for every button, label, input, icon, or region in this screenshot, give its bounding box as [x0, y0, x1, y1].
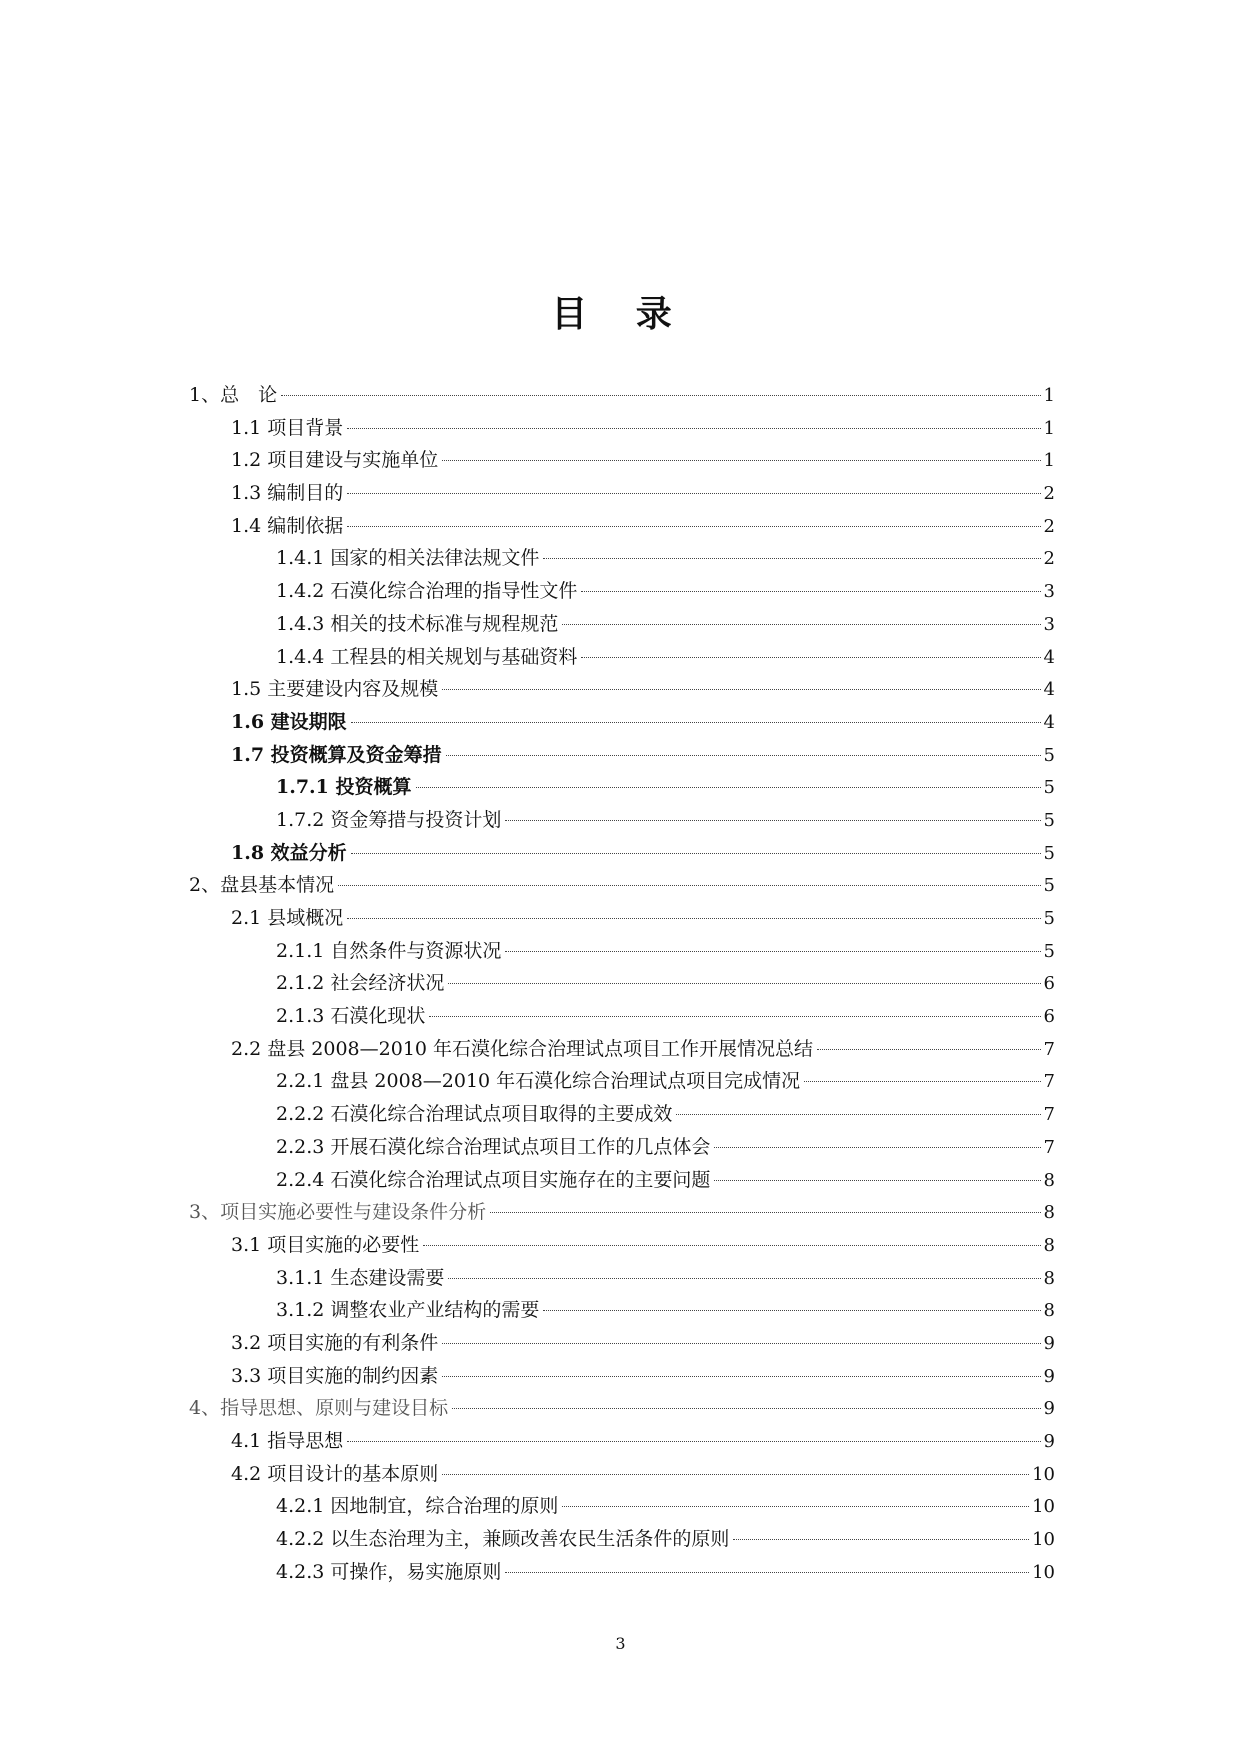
toc-leader-dots	[442, 460, 1040, 461]
toc-entry-page: 2	[1043, 548, 1055, 570]
toc-leader-dots	[442, 1376, 1040, 1377]
toc-entry-label: 4.1 指导思想	[231, 1430, 344, 1452]
page-number: 3	[615, 1634, 626, 1653]
toc-leader-dots	[562, 624, 1040, 625]
toc-entry-page: 4	[1043, 711, 1055, 733]
toc-entry-page: 5	[1043, 842, 1055, 864]
toc-entry-label: 4、指导思想、原则与建设目标	[189, 1397, 449, 1420]
toc-leader-dots	[442, 1343, 1040, 1344]
toc-entry-label: 4.2.2 以生态治理为主，兼顾改善农民生活条件的原则	[276, 1528, 730, 1551]
toc-entry-page: 4	[1043, 646, 1055, 668]
toc-entry-label: 1.7.1 投资概算	[276, 776, 412, 799]
toc-leader-dots	[452, 1408, 1040, 1409]
toc-entry-page: 6	[1043, 1006, 1055, 1028]
toc-leader-dots	[347, 918, 1040, 919]
toc-entry-page: 5	[1043, 875, 1055, 897]
toc-entry-label: 3.1.1 生态建设需要	[276, 1266, 445, 1289]
toc-entry-label: 2.1 县域概况	[231, 907, 344, 929]
page-title: 目 录	[551, 293, 690, 335]
toc-entry-label: 1.4.3 相关的技术标准与规程规范	[276, 612, 559, 635]
toc-entry[interactable]	[189, 967, 1055, 1000]
toc-entry[interactable]	[189, 1229, 1055, 1262]
toc-entry-label: 3.1.2 调整农业产业结构的需要	[276, 1299, 540, 1322]
toc-entry[interactable]	[189, 575, 1055, 608]
toc-entry-page: 7	[1043, 1104, 1055, 1126]
toc-entry[interactable]	[189, 1164, 1055, 1197]
toc-leader-dots	[281, 395, 1040, 396]
toc-leader-dots	[676, 1114, 1040, 1115]
toc-entry[interactable]	[189, 935, 1055, 968]
toc-entry-page: 4	[1043, 679, 1055, 701]
toc-leader-dots	[423, 1245, 1040, 1246]
toc-entry[interactable]	[189, 1131, 1055, 1164]
toc-entry[interactable]	[189, 412, 1055, 445]
toc-entry-page: 1	[1043, 385, 1055, 406]
toc-leader-dots	[714, 1180, 1040, 1181]
toc-entry[interactable]	[189, 641, 1055, 674]
toc-entry[interactable]	[189, 902, 1055, 935]
toc-entry[interactable]	[189, 837, 1055, 870]
toc-entry-label: 1.7 投资概算及资金筹措	[231, 743, 442, 766]
toc-leader-dots	[543, 1310, 1040, 1311]
toc-entry-page: 1	[1043, 417, 1055, 439]
toc-entry-page: 5	[1043, 777, 1055, 799]
toc-leader-dots	[347, 493, 1040, 494]
toc-entry-label: 1.7.2 资金筹措与投资计划	[276, 808, 502, 831]
toc-entry[interactable]	[189, 1458, 1055, 1491]
toc-entry-label: 1.4.2 石漠化综合治理的指导性文件	[276, 580, 578, 603]
toc-leader-dots	[442, 1474, 1029, 1475]
toc-leader-dots	[714, 1147, 1040, 1148]
toc-entry[interactable]	[189, 771, 1055, 804]
toc-entry[interactable]	[189, 1196, 1055, 1229]
toc-entry[interactable]	[189, 706, 1055, 739]
toc-leader-dots	[804, 1081, 1040, 1082]
toc-leader-dots	[505, 1572, 1029, 1573]
toc-entry-label: 1、总 论	[189, 384, 278, 406]
toc-entry[interactable]	[189, 1065, 1055, 1098]
toc-entry-page: 9	[1043, 1398, 1055, 1420]
toc-entry-page: 7	[1043, 1136, 1055, 1158]
toc-entry-label: 1.5 主要建设内容及规模	[231, 678, 439, 701]
toc-entry-page: 6	[1043, 973, 1055, 995]
toc-entry-page: 5	[1043, 809, 1055, 831]
toc-leader-dots	[817, 1049, 1041, 1050]
toc-entry-label: 4.2 项目设计的基本原则	[231, 1462, 439, 1485]
toc-entry-page: 7	[1043, 1038, 1055, 1060]
toc-entry-page: 9	[1043, 1431, 1055, 1452]
toc-entry-page: 9	[1043, 1332, 1055, 1354]
toc-entry-page: 7	[1043, 1071, 1055, 1093]
toc-entry-label: 1.4.1 国家的相关法律法规文件	[276, 547, 540, 570]
toc-entry-label: 4.2.1 因地制宜，综合治理的原则	[276, 1495, 559, 1518]
toc-entry-page: 2	[1043, 515, 1055, 537]
toc-leader-dots	[446, 755, 1041, 756]
toc-entry-label: 2.1.2 社会经济状况	[276, 972, 445, 995]
toc-entry-page: 3	[1043, 581, 1055, 603]
toc-entry-label: 2.2.3 开展石漠化综合治理试点项目工作的几点体会	[276, 1135, 711, 1158]
toc-entry-label: 3.3 项目实施的制约因素	[231, 1364, 439, 1387]
toc-entry[interactable]	[189, 1425, 1055, 1458]
table-of-contents	[189, 379, 1055, 1588]
toc-leader-dots	[351, 853, 1041, 854]
toc-leader-dots	[581, 591, 1040, 592]
toc-leader-dots	[448, 983, 1040, 984]
toc-entry-label: 2.1.3 石漠化现状	[276, 1005, 426, 1028]
toc-entry-page: 5	[1043, 908, 1055, 929]
toc-leader-dots	[448, 1278, 1040, 1279]
toc-entry[interactable]	[189, 444, 1055, 477]
toc-entry-label: 2.1.1 自然条件与资源状况	[276, 939, 502, 962]
toc-leader-dots	[733, 1539, 1029, 1540]
toc-entry-page: 3	[1043, 613, 1055, 635]
toc-entry[interactable]	[189, 1523, 1055, 1556]
toc-entry-page: 8	[1043, 1234, 1055, 1256]
toc-entry-label: 1.1 项目背景	[231, 416, 344, 439]
toc-entry[interactable]	[189, 608, 1055, 641]
toc-entry-label: 1.2 项目建设与实施单位	[231, 449, 439, 472]
toc-entry-page: 8	[1043, 1169, 1055, 1191]
toc-entry[interactable]	[189, 1098, 1055, 1131]
toc-entry[interactable]	[189, 542, 1055, 575]
toc-entry[interactable]	[189, 510, 1055, 543]
toc-leader-dots	[490, 1212, 1040, 1213]
toc-entry-label: 2.2.2 石漠化综合治理试点项目取得的主要成效	[276, 1103, 673, 1126]
toc-entry[interactable]	[189, 869, 1055, 902]
toc-entry-page: 5	[1043, 940, 1055, 962]
toc-entry-page: 2	[1043, 483, 1055, 505]
toc-entry[interactable]	[189, 477, 1055, 510]
toc-leader-dots	[351, 722, 1041, 723]
toc-entry-page: 10	[1032, 1561, 1055, 1583]
toc-entry-label: 4.2.3 可操作，易实施原则	[276, 1560, 502, 1583]
toc-entry-page: 5	[1043, 744, 1055, 766]
toc-entry-label: 2.2.4 石漠化综合治理试点项目实施存在的主要问题	[276, 1168, 711, 1191]
toc-entry-page: 8	[1043, 1267, 1055, 1289]
toc-entry[interactable]	[189, 1000, 1055, 1033]
toc-entry[interactable]	[189, 804, 1055, 837]
toc-leader-dots	[347, 428, 1040, 429]
toc-entry-label: 1.4.4 工程县的相关规划与基础资料	[276, 645, 578, 668]
toc-entry-label: 1.3 编制目的	[231, 482, 344, 505]
toc-leader-dots	[416, 787, 1041, 788]
toc-entry[interactable]	[189, 739, 1055, 772]
toc-entry-page: 8	[1043, 1300, 1055, 1322]
toc-entry-label: 2、盘县基本情况	[189, 874, 335, 897]
toc-leader-dots	[347, 526, 1040, 527]
toc-entry[interactable]	[189, 1294, 1055, 1327]
toc-entry-label: 2.2 盘县 2008—2010 年石漠化综合治理试点项目工作开展情况总结	[231, 1037, 814, 1060]
toc-leader-dots	[505, 820, 1040, 821]
toc-entry-label: 1.4 编制依据	[231, 514, 344, 537]
toc-leader-dots	[562, 1506, 1029, 1507]
toc-entry[interactable]	[189, 1033, 1055, 1066]
toc-entry-label: 2.2.1 盘县 2008—2010 年石漠化综合治理试点项目完成情况	[276, 1070, 801, 1093]
toc-entry[interactable]	[189, 1490, 1055, 1523]
toc-entry-label: 1.6 建设期限	[231, 710, 347, 733]
toc-leader-dots	[505, 951, 1040, 952]
toc-entry-page: 1	[1043, 450, 1055, 472]
toc-leader-dots	[338, 885, 1040, 886]
toc-entry[interactable]	[189, 1392, 1055, 1425]
toc-entry-page: 10	[1032, 1529, 1055, 1551]
toc-entry-label: 3.2 项目实施的有利条件	[231, 1331, 439, 1354]
toc-entry-page: 10	[1032, 1496, 1055, 1518]
toc-leader-dots	[347, 1441, 1040, 1442]
toc-entry-label: 1.8 效益分析	[231, 841, 347, 864]
toc-entry-page: 10	[1032, 1463, 1055, 1485]
toc-entry-label: 3、项目实施必要性与建设条件分析	[189, 1201, 487, 1224]
toc-entry[interactable]	[189, 1262, 1055, 1295]
toc-entry-page: 9	[1043, 1365, 1055, 1387]
toc-entry[interactable]	[189, 1360, 1055, 1393]
toc-leader-dots	[543, 558, 1040, 559]
toc-entry[interactable]	[189, 379, 1055, 412]
toc-leader-dots	[429, 1016, 1040, 1017]
toc-entry[interactable]	[189, 1556, 1055, 1589]
toc-entry[interactable]	[189, 1327, 1055, 1360]
toc-leader-dots	[442, 689, 1040, 690]
toc-entry[interactable]	[189, 673, 1055, 706]
toc-entry-page: 8	[1043, 1202, 1055, 1224]
toc-leader-dots	[581, 657, 1040, 658]
toc-entry-label: 3.1 项目实施的必要性	[231, 1233, 420, 1256]
